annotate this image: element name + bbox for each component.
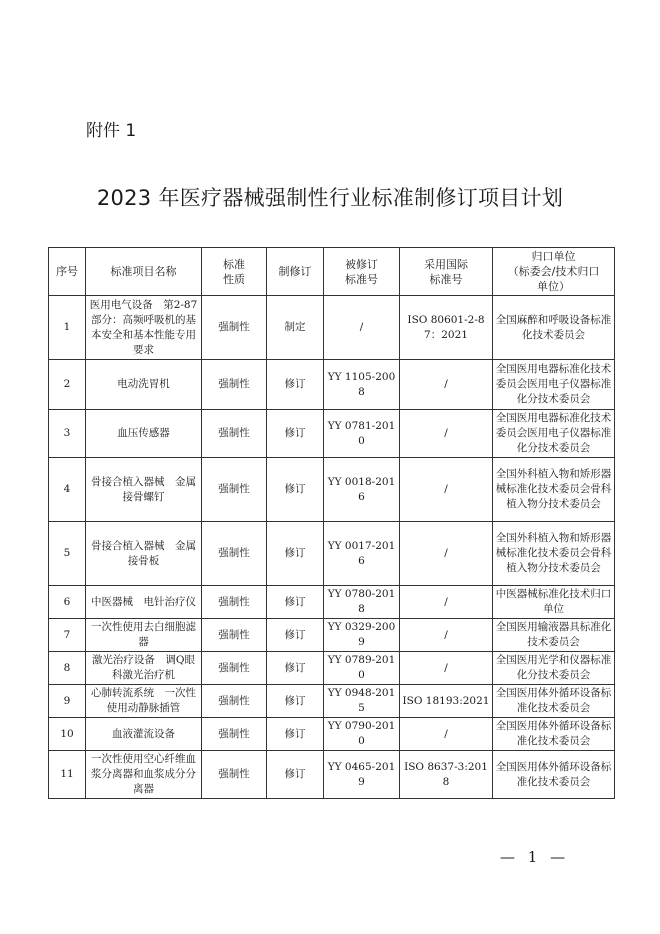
cell-nature: 强制性 (202, 410, 267, 458)
cell-type: 修订 (267, 410, 324, 458)
table-row (49, 718, 615, 751)
cell-nature: 强制性 (202, 296, 267, 360)
cell-revised-no: / (324, 296, 400, 360)
table-row (49, 652, 615, 685)
cell-unit: 全国医用体外循环设备标准化技术委员会 (493, 718, 615, 751)
table-row (49, 751, 615, 799)
cell-type: 修订 (267, 718, 324, 751)
cell-intl-no: / (400, 586, 493, 619)
cell-intl-no: ISO 18193:2021 (400, 685, 493, 718)
cell-unit: 全国外科植入物和矫形器械标准化技术委员会骨科植入物分技术委员会 (493, 522, 615, 586)
cell-unit: 全国外科植入物和矫形器械标准化技术委员会骨科植入物分技术委员会 (493, 458, 615, 522)
cell-revised-no: YY 0948-2015 (324, 685, 400, 718)
cell-type: 修订 (267, 360, 324, 410)
cell-type: 修订 (267, 685, 324, 718)
cell-revised-no: YY 0789-2010 (324, 652, 400, 685)
cell-name: 中医器械 电针治疗仪 (86, 586, 202, 619)
plan-table (48, 247, 615, 799)
header-name: 标准项目名称 (86, 248, 202, 296)
cell-unit: 全国医用电器标准化技术委员会医用电子仪器标准化分技术委员会 (493, 360, 615, 410)
cell-intl-no: / (400, 619, 493, 652)
table-row (49, 410, 615, 458)
cell-intl-no: / (400, 522, 493, 586)
cell-seq: 9 (49, 685, 86, 718)
page-title: 2023 年医疗器械强制性行业标准制修订项目计划 (96, 186, 564, 210)
cell-intl-no: / (400, 360, 493, 410)
table-row (49, 360, 615, 410)
cell-type: 修订 (267, 586, 324, 619)
cell-seq: 4 (49, 458, 86, 522)
header-revised-no: 被修订 标准号 (324, 248, 400, 296)
table-row (49, 296, 615, 360)
cell-seq: 5 (49, 522, 86, 586)
cell-type: 制定 (267, 296, 324, 360)
header-seq: 序号 (49, 248, 86, 296)
cell-name: 骨接合植入器械 金属接骨螺钉 (86, 458, 202, 522)
table-row (49, 522, 615, 586)
table-row (49, 458, 615, 522)
cell-type: 修订 (267, 751, 324, 799)
cell-unit: 全国医用体外循环设备标准化技术委员会 (493, 751, 615, 799)
cell-seq: 7 (49, 619, 86, 652)
cell-nature: 强制性 (202, 360, 267, 410)
cell-revised-no: YY 0781-2010 (324, 410, 400, 458)
cell-unit: 全国医用体外循环设备标准化技术委员会 (493, 685, 615, 718)
table-header-row (49, 248, 615, 296)
cell-nature: 强制性 (202, 718, 267, 751)
cell-seq: 6 (49, 586, 86, 619)
cell-name: 骨接合植入器械 金属接骨板 (86, 522, 202, 586)
cell-nature: 强制性 (202, 751, 267, 799)
cell-nature: 强制性 (202, 586, 267, 619)
cell-seq: 10 (49, 718, 86, 751)
cell-type: 修订 (267, 619, 324, 652)
attachment-label: 附件 1 (86, 121, 137, 141)
cell-name: 血液灌流设备 (86, 718, 202, 751)
cell-revised-no: YY 0780-2018 (324, 586, 400, 619)
cell-revised-no: YY 0018-2016 (324, 458, 400, 522)
cell-revised-no: YY 0465-2019 (324, 751, 400, 799)
cell-name: 一次性使用去白细胞滤器 (86, 619, 202, 652)
cell-intl-no: / (400, 458, 493, 522)
cell-intl-no: / (400, 718, 493, 751)
table-row (49, 586, 615, 619)
cell-seq: 8 (49, 652, 86, 685)
cell-seq: 11 (49, 751, 86, 799)
table-body (49, 296, 615, 799)
cell-unit: 全国医用电器标准化技术委员会医用电子仪器标准化分技术委员会 (493, 410, 615, 458)
cell-intl-no: / (400, 652, 493, 685)
cell-name: 血压传感器 (86, 410, 202, 458)
cell-intl-no: / (400, 410, 493, 458)
cell-revised-no: YY 0017-2016 (324, 522, 400, 586)
cell-seq: 2 (49, 360, 86, 410)
cell-name: 医用电气设备 第2-87部分：高频呼吸机的基本安全和基本性能专用要求 (86, 296, 202, 360)
table-row (49, 685, 615, 718)
cell-unit: 全国医用光学和仪器标准化分技术委员会 (493, 652, 615, 685)
page-number: — 1 — (500, 848, 570, 866)
cell-revised-no: YY 0329-2009 (324, 619, 400, 652)
cell-unit: 中医器械标准化技术归口单位 (493, 586, 615, 619)
header-unit: 归口单位 （标委会/技术归口 单位） (493, 248, 615, 296)
cell-seq: 1 (49, 296, 86, 360)
cell-unit: 全国麻醉和呼吸设备标准化技术委员会 (493, 296, 615, 360)
cell-type: 修订 (267, 458, 324, 522)
cell-intl-no: ISO 80601-2-87：2021 (400, 296, 493, 360)
cell-nature: 强制性 (202, 522, 267, 586)
cell-nature: 强制性 (202, 685, 267, 718)
table-row (49, 619, 615, 652)
cell-intl-no: ISO 8637-3:2018 (400, 751, 493, 799)
cell-revised-no: YY 1105-2008 (324, 360, 400, 410)
cell-nature: 强制性 (202, 619, 267, 652)
cell-nature: 强制性 (202, 652, 267, 685)
header-nature: 标准 性质 (202, 248, 267, 296)
cell-seq: 3 (49, 410, 86, 458)
cell-type: 修订 (267, 652, 324, 685)
cell-name: 一次性使用空心纤维血浆分离器和血浆成分分离器 (86, 751, 202, 799)
cell-revised-no: YY 0790-2010 (324, 718, 400, 751)
cell-name: 激光治疗设备 调Q眼科激光治疗机 (86, 652, 202, 685)
cell-nature: 强制性 (202, 458, 267, 522)
cell-type: 修订 (267, 522, 324, 586)
cell-unit: 全国医用输液器具标准化技术委员会 (493, 619, 615, 652)
cell-name: 电动洗胃机 (86, 360, 202, 410)
cell-name: 心肺转流系统 一次性使用动静脉插管 (86, 685, 202, 718)
header-type: 制修订 (267, 248, 324, 296)
header-intl-no: 采用国际 标准号 (400, 248, 493, 296)
